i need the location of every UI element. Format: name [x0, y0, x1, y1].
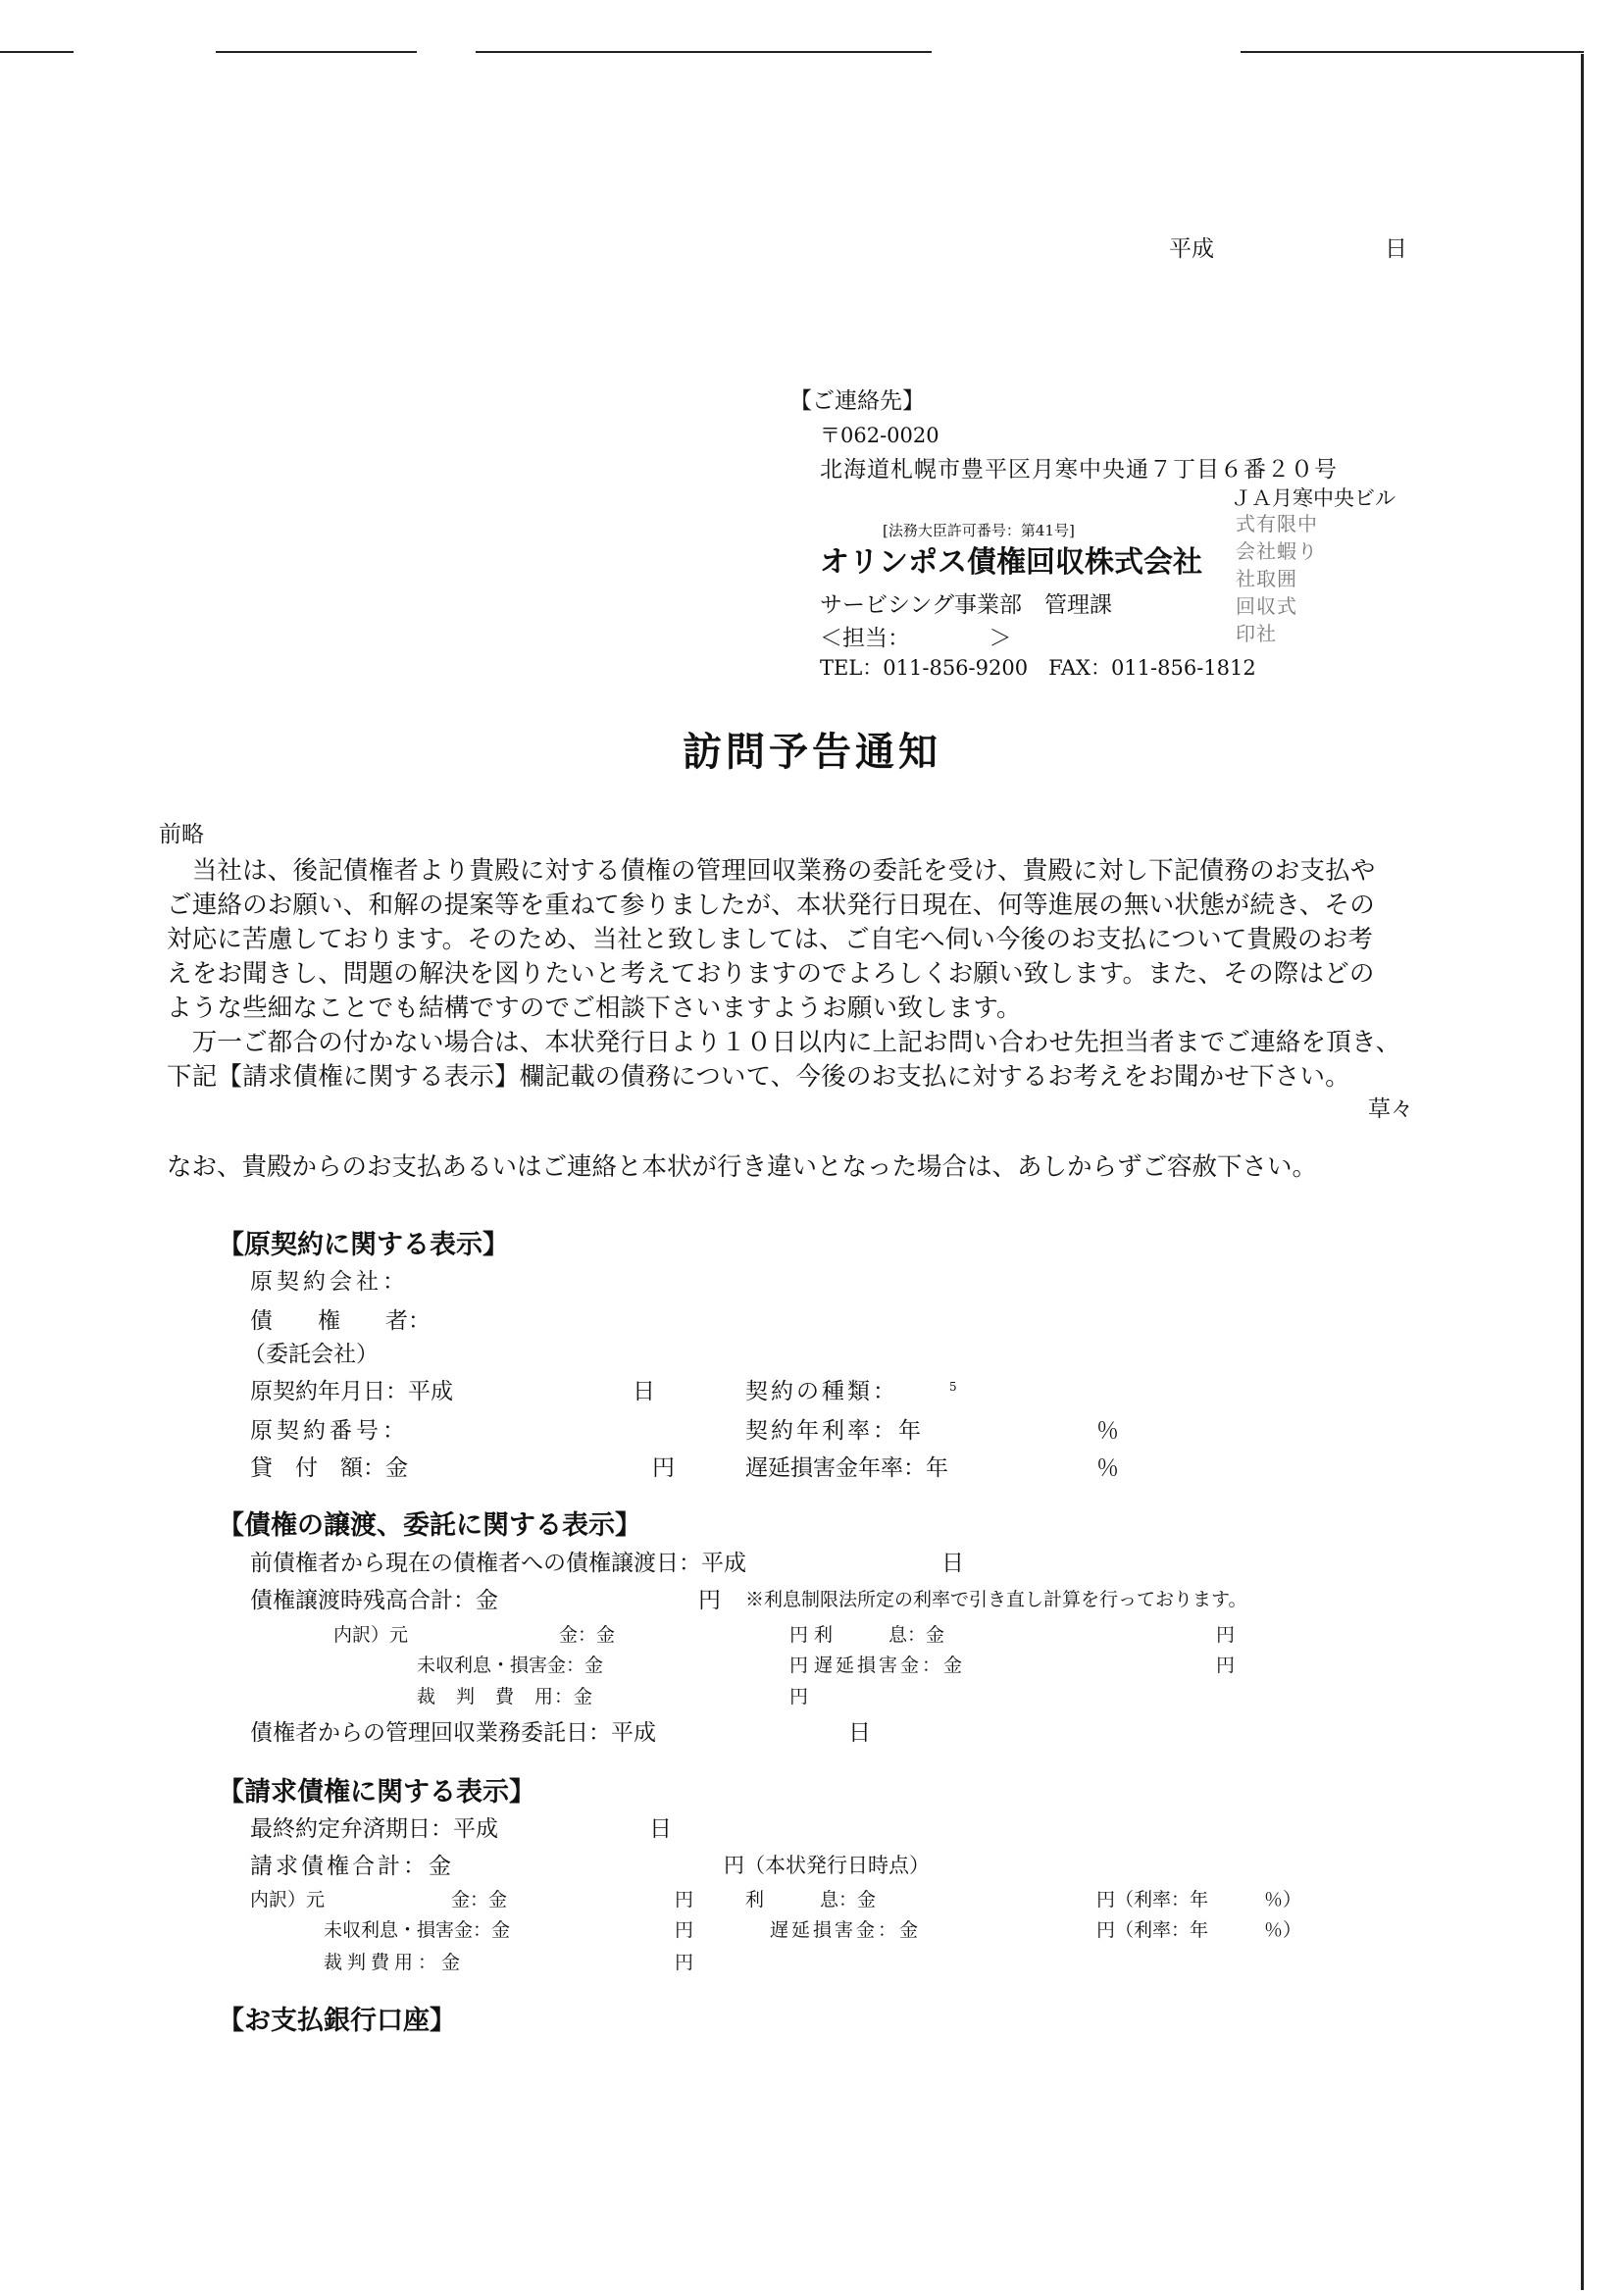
contact-heading: 【ご連絡先】 — [789, 388, 925, 414]
body-line-7: 下記【請求債権に関する表示】欄記載の債務について、今後のお支払に対するお考えをお聞かせ下さい。 — [167, 1062, 1350, 1092]
transfer-interest-unit: 円 — [1216, 1624, 1236, 1646]
transfer-unpaid-unit: 円 — [789, 1655, 809, 1676]
body-line-2: ご連絡のお願い、和解の提案等を重ねて参りましたが、本状発行日現在、何等進展の無い状態が続き、その — [167, 891, 1375, 920]
department: サービシング事業部 管理課 — [820, 592, 1112, 618]
contact-building: ＪＡ月寒中央ビル — [1231, 486, 1396, 510]
original-contract-heading: 【原契約に関する表示】 — [218, 1230, 509, 1260]
claim-interest-unit: 円（利率：年 ％） — [1096, 1889, 1302, 1911]
transfer-court-label: 裁 判 費 用：金 — [417, 1686, 594, 1707]
contract-rate-unit: ％ — [1096, 1418, 1119, 1444]
consign-date-label: 債権者からの管理回収業務委託日：平成 — [250, 1720, 656, 1746]
transfer-balance-unit: 円 — [698, 1588, 721, 1613]
scan-rule-3 — [476, 51, 932, 53]
body-line-3: 対応に苦慮しております。そのため、当社と致しましては、ご自宅へ伺い今後のお支払について貴殿のお考 — [167, 925, 1374, 954]
page-title: 訪問予告通知 — [683, 729, 941, 775]
seal-line-5: 印社 — [1236, 622, 1277, 645]
contract-rate-label: 契約年利率：年 — [745, 1418, 924, 1444]
body-line-5: ような些細なことでも結構ですのでご相談下さいますようお願い致します。 — [167, 994, 1022, 1023]
date-day: 日 — [1385, 236, 1407, 262]
claim-interest-label: 利 息：金 — [745, 1889, 877, 1911]
original-company-label: 原契約会社： — [250, 1269, 409, 1295]
transfer-late-unit: 円 — [1216, 1655, 1236, 1676]
creditor-note: （委託会社） — [243, 1342, 379, 1367]
transfer-balance-label: 債権譲渡時残高合計：金 — [250, 1588, 498, 1613]
claim-late-label: 遅延損害金：金 — [770, 1919, 922, 1941]
scan-rule-4 — [1241, 51, 1584, 53]
opening: 前略 — [159, 822, 204, 847]
transfer-principal-unit: 円 — [789, 1624, 809, 1646]
transfer-heading: 【債権の譲渡、委託に関する表示】 — [218, 1510, 641, 1541]
transfer-date-day: 日 — [941, 1551, 964, 1576]
transfer-interest-label: 利 息：金 — [814, 1624, 945, 1646]
date-era: 平成 — [1169, 236, 1214, 262]
note-line: なお、貴殿からのお支払あるいはご連絡と本状が行き違いとなった場合は、あしからずご容赦下さい。 — [167, 1152, 1318, 1182]
transfer-late-label: 遅延損害金：金 — [814, 1655, 966, 1676]
claim-principal-label: 金：金 — [451, 1889, 508, 1911]
body-line-1: 当社は、後記債権者より貴殿に対する債権の管理回収業務の委託を受け、貴殿に対し下記債務のお支払や — [167, 856, 1376, 886]
contract-type-value: 5 — [949, 1380, 957, 1394]
contact-person: ＜担当： ＞ — [820, 626, 1012, 651]
late-rate-unit: ％ — [1096, 1455, 1119, 1481]
contact-postal: 〒062-0020 — [820, 424, 939, 447]
creditor-label: 債 権 者： — [250, 1308, 431, 1334]
bank-heading: 【お支払銀行口座】 — [218, 2006, 456, 2036]
consign-date-day: 日 — [848, 1720, 871, 1746]
contract-date-day: 日 — [633, 1379, 655, 1404]
claim-total-label: 請求債権合計：金 — [250, 1854, 454, 1879]
loan-amount-label: 貸 付 額：金 — [250, 1455, 408, 1481]
final-date-day: 日 — [649, 1816, 672, 1842]
claim-principal-unit: 円 — [675, 1889, 694, 1911]
claim-total-unit: 円（本状発行日時点） — [724, 1854, 930, 1877]
contract-number-label: 原契約番号： — [250, 1418, 409, 1444]
scan-rule-1 — [0, 51, 74, 53]
seal-line-4: 回収式 — [1236, 594, 1297, 618]
closing: 草々 — [1368, 1096, 1413, 1122]
seal-line-2: 会社蝦り — [1236, 539, 1318, 563]
scan-rule-2 — [216, 51, 417, 53]
transfer-court-unit: 円 — [789, 1686, 809, 1707]
license-number: [法務大臣許可番号：第41号] — [883, 522, 1075, 539]
final-date-label: 最終約定弁済期日：平成 — [250, 1816, 498, 1842]
loan-amount-unit: 円 — [652, 1455, 675, 1481]
claim-court-label: 裁判費用：金 — [324, 1952, 466, 1973]
body-line-6: 万一ご都合の付かない場合は、本状発行日より１０日以内に上記お問い合わせ先担当者までご連絡を頂き、 — [167, 1028, 1401, 1057]
seal-line-1: 式有限中 — [1236, 512, 1318, 535]
transfer-balance-note: ※利息制限法所定の利率で引き直し計算を行っております。 — [745, 1589, 1247, 1610]
claim-breakdown-label: 内訳）元 — [250, 1889, 326, 1911]
claim-court-unit: 円 — [675, 1952, 694, 1973]
seal-line-3: 社取囲 — [1236, 567, 1297, 590]
body-line-4: えをお聞きし、問題の解決を図りたいと考えておりますのでよろしくお願い致します。また、その際はどの — [167, 959, 1375, 989]
transfer-date-label: 前債権者から現在の債権者への債権譲渡日：平成 — [250, 1551, 746, 1576]
claim-unpaid-label: 未収利息・損害金：金 — [324, 1919, 511, 1941]
claim-heading: 【請求債権に関する表示】 — [218, 1777, 535, 1808]
transfer-unpaid-label: 未収利息・損害金：金 — [417, 1655, 604, 1676]
scan-border-right — [1581, 54, 1584, 2290]
tel-fax: TEL：011-856-9200 FAX：011-856-1812 — [820, 656, 1256, 680]
transfer-principal-label: 金：金 — [559, 1624, 616, 1646]
contact-address: 北海道札幌市豊平区月寒中央通７丁目６番２０号 — [820, 457, 1338, 483]
claim-late-unit: 円（利率：年 ％） — [1096, 1919, 1302, 1941]
contract-type-label: 契約の種類： — [745, 1379, 898, 1404]
contract-date-label: 原契約年月日：平成 — [250, 1379, 453, 1404]
late-rate-label: 遅延損害金年率：年 — [745, 1455, 948, 1481]
claim-unpaid-unit: 円 — [675, 1919, 694, 1941]
transfer-breakdown-label: 内訳）元 — [333, 1624, 409, 1646]
company-seal-stamp — [1236, 510, 1363, 655]
company-name: オリンポス債権回収株式会社 — [820, 545, 1202, 580]
